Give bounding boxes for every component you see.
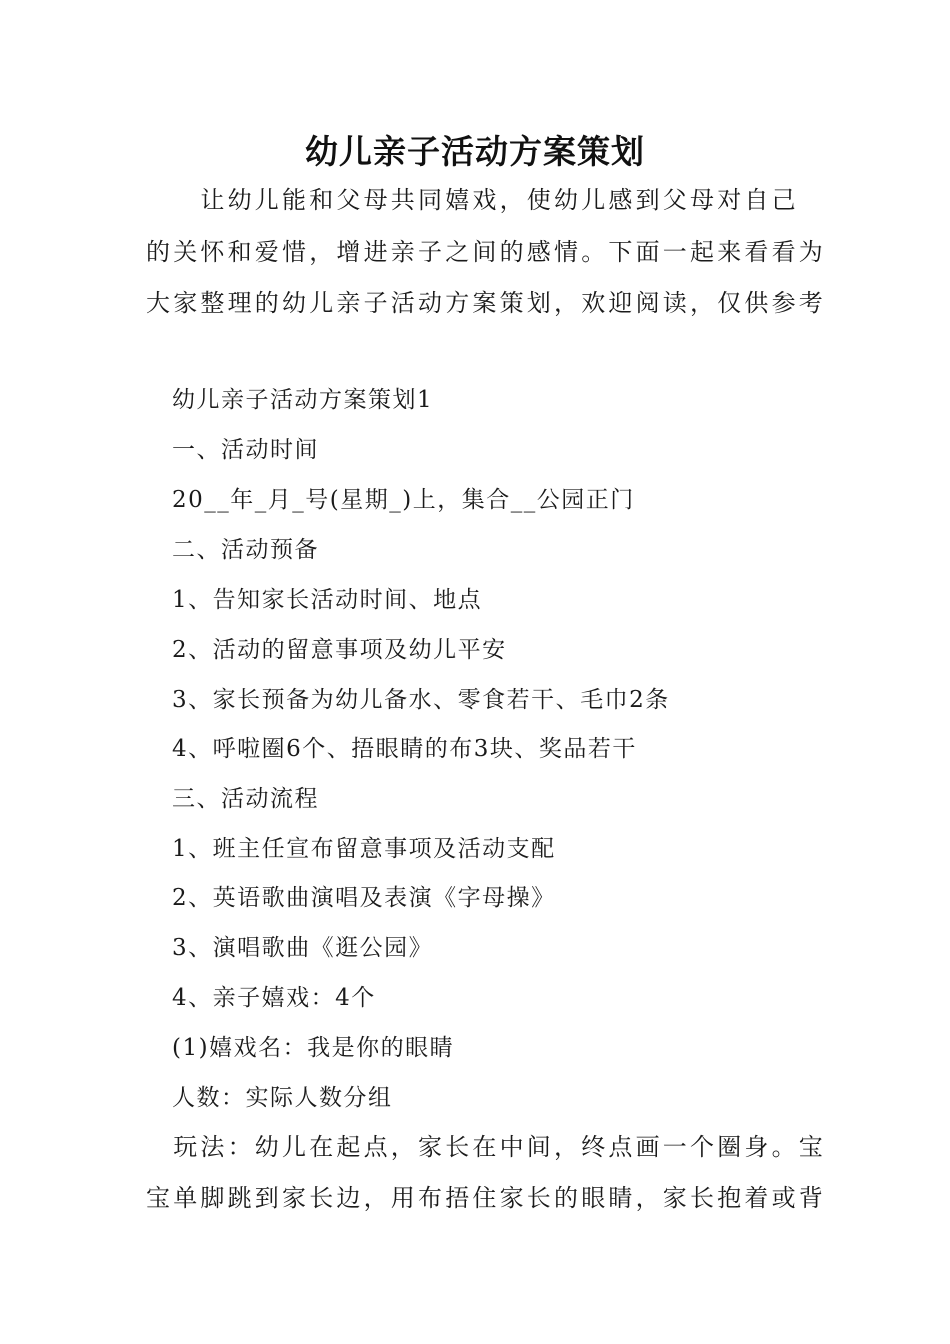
preparation-item-1: 1、告知家长活动时间、地点 — [172, 587, 483, 613]
intro-line-3: 大家整理的幼儿亲子活动方案策划，欢迎阅读，仅供参考 — [146, 289, 826, 317]
preparation-item-4: 4、呼啦圈6个、捂眼睛的布3块、奖品若干 — [172, 736, 637, 762]
preparation-item-2: 2、活动的留意事项及幼儿平安 — [172, 637, 507, 663]
play-method-line-1: 玩法：幼儿在起点，家长在中间，终点画一个圈身。宝 — [146, 1133, 826, 1161]
time-detail: 20__年_月_号(星期_)上，集合__公园正门 — [172, 487, 635, 513]
process-item-2: 2、英语歌曲演唱及表演《字母操》 — [172, 885, 556, 911]
section-heading-time: 一、活动时间 — [172, 437, 319, 463]
intro-line-2: 的关怀和爱惜，增进亲子之间的感情。下面一起来看看为 — [146, 238, 826, 266]
process-item-4: 4、亲子嬉戏：4个 — [172, 985, 376, 1011]
game-name: (1)嬉戏名：我是你的眼睛 — [172, 1035, 455, 1061]
process-item-3: 3、演唱歌曲《逛公园》 — [172, 935, 434, 961]
preparation-item-3: 3、家长预备为幼儿备水、零食若干、毛巾2条 — [172, 687, 670, 713]
section-heading-preparation: 二、活动预备 — [172, 537, 319, 563]
document-title: 幼儿亲子活动方案策划 — [305, 132, 645, 171]
process-item-1: 1、班主任宣布留意事项及活动支配 — [172, 836, 556, 862]
section-heading-plan-1: 幼儿亲子活动方案策划1 — [172, 387, 434, 413]
game-participants: 人数：实际人数分组 — [172, 1085, 393, 1111]
intro-line-1: 让幼儿能和父母共同嬉戏，使幼儿感到父母对自己 — [146, 186, 799, 214]
play-method-line-2: 宝单脚跳到家长边，用布捂住家长的眼睛，家长抱着或背 — [146, 1184, 826, 1212]
section-heading-process: 三、活动流程 — [172, 786, 319, 812]
